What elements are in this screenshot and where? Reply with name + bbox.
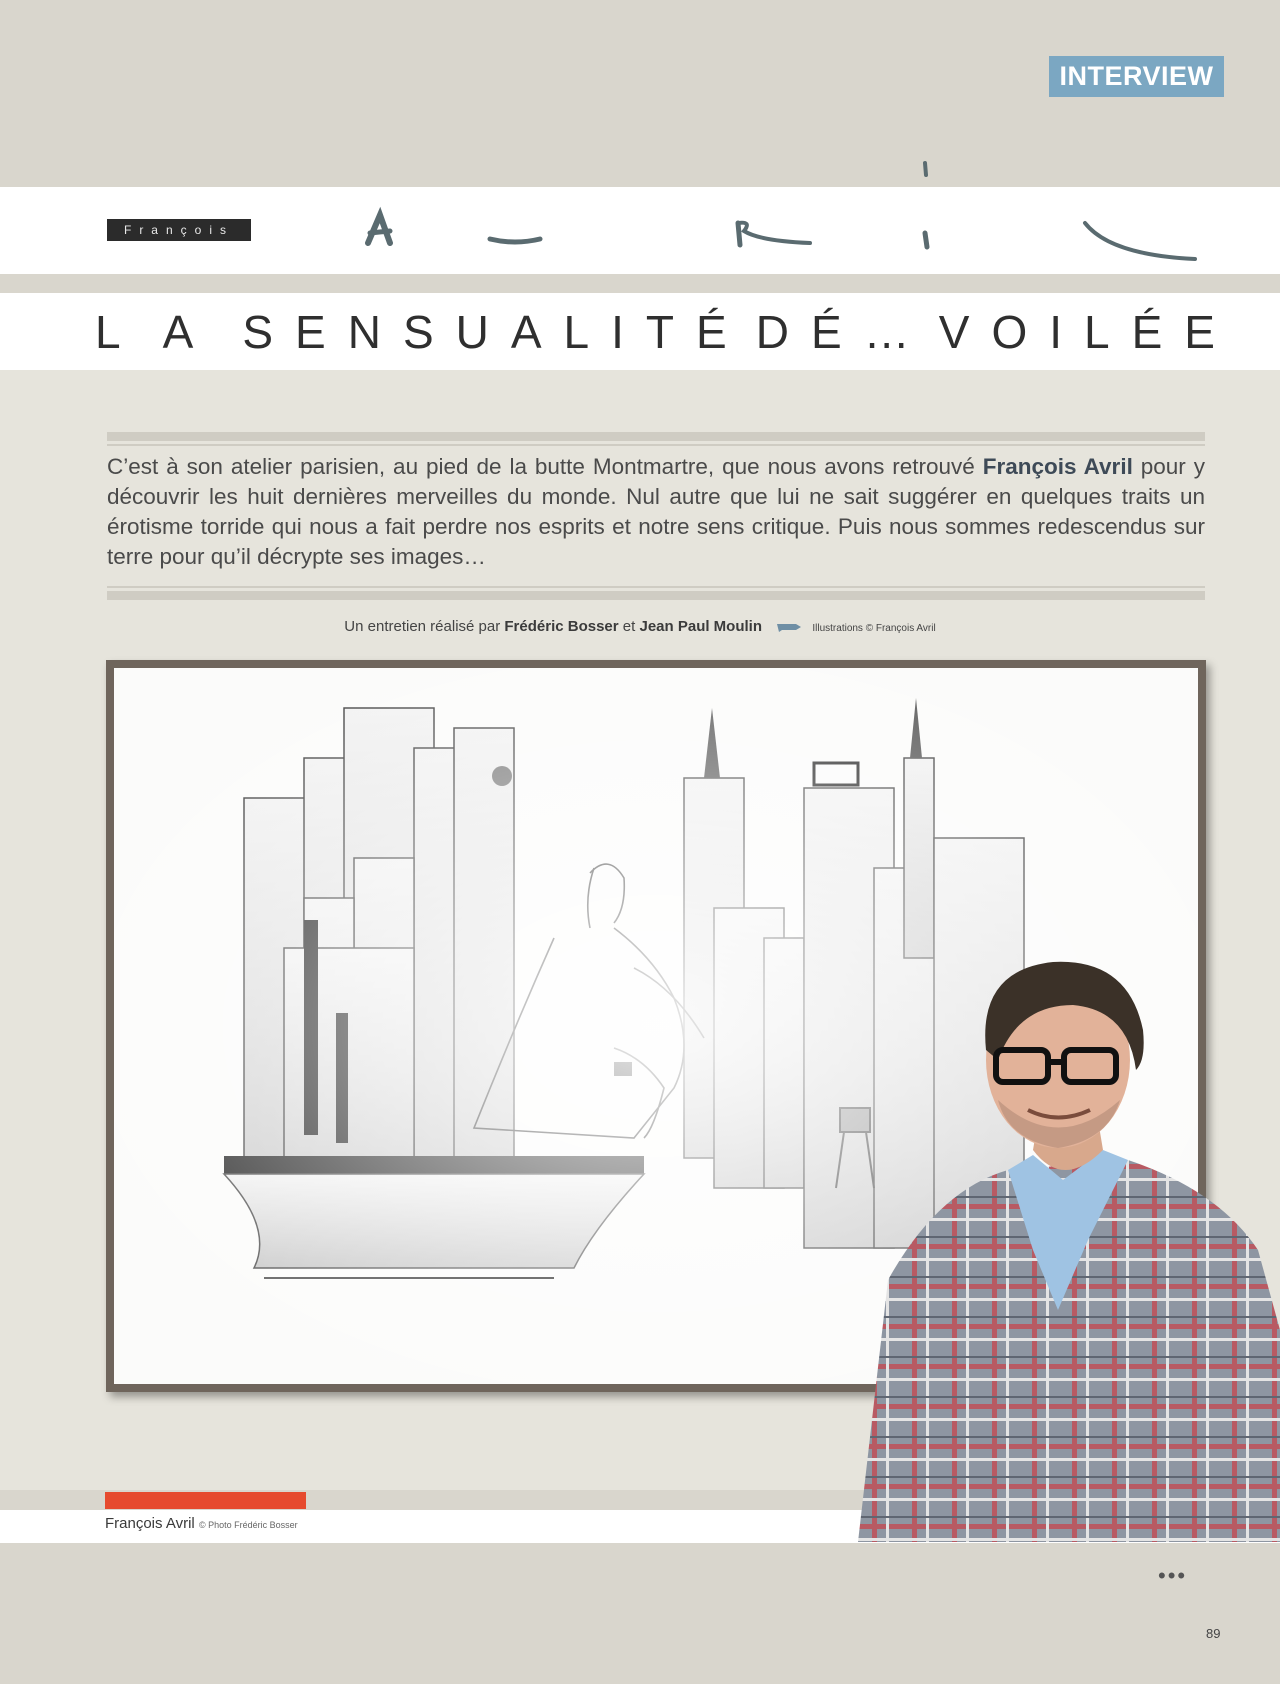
credits-conj: et <box>618 618 640 635</box>
pen-icon <box>776 621 802 633</box>
title-word: LA <box>95 306 236 358</box>
lead-top-rule-thin <box>107 444 1205 446</box>
photo-caption <box>105 1515 298 1532</box>
section-tag: INTERVIEW <box>1049 56 1224 97</box>
caption-photo-credit: © Photo Frédéric Bosser <box>198 1520 298 1530</box>
signature-avril <box>340 155 1220 280</box>
artist-portrait-photo <box>858 950 1280 1542</box>
lead-paragraph <box>107 452 1205 572</box>
credits-line <box>0 618 1280 635</box>
caption-name: François Avril <box>105 1515 195 1532</box>
title-word: DÉ… <box>755 306 932 358</box>
lead-bottom-rule-thin <box>107 586 1205 588</box>
credits-illustrations: Illustrations © François Avril <box>812 623 936 634</box>
article-title <box>95 300 1237 364</box>
credits-author-2: Jean Paul Moulin <box>639 618 763 635</box>
credits-author-1: Frédéric Bosser <box>504 618 619 635</box>
lead-text: C’est à son atelier parisien, au pied de la butte Montmartre, que nous avons retrouvé <box>107 454 983 479</box>
lead-artist-name: François Avril <box>982 454 1133 479</box>
lead-bottom-rule <box>107 591 1205 600</box>
lead-top-rule <box>107 432 1205 441</box>
caption-accent-bar <box>105 1492 306 1509</box>
continuation-dots: ••• <box>1158 1563 1188 1588</box>
first-name-label: François <box>107 219 251 241</box>
title-word: SENSUALITÉ <box>242 306 749 358</box>
title-word: VOILÉE <box>938 306 1237 358</box>
lead-text: pour y découvrir les huit dernières merveilles du monde. Nul autre que lui ne sait suggérer en quelques traits un érotisme torride qui nous a fait perdre nos esprits et notre sens critique. Puis nous sommes redescendus sur terre pour qu’il décrypte ses images… <box>107 454 1205 569</box>
credits-intro: Un entretien réalisé par <box>344 618 505 635</box>
page-number: 89 <box>1206 1626 1221 1641</box>
